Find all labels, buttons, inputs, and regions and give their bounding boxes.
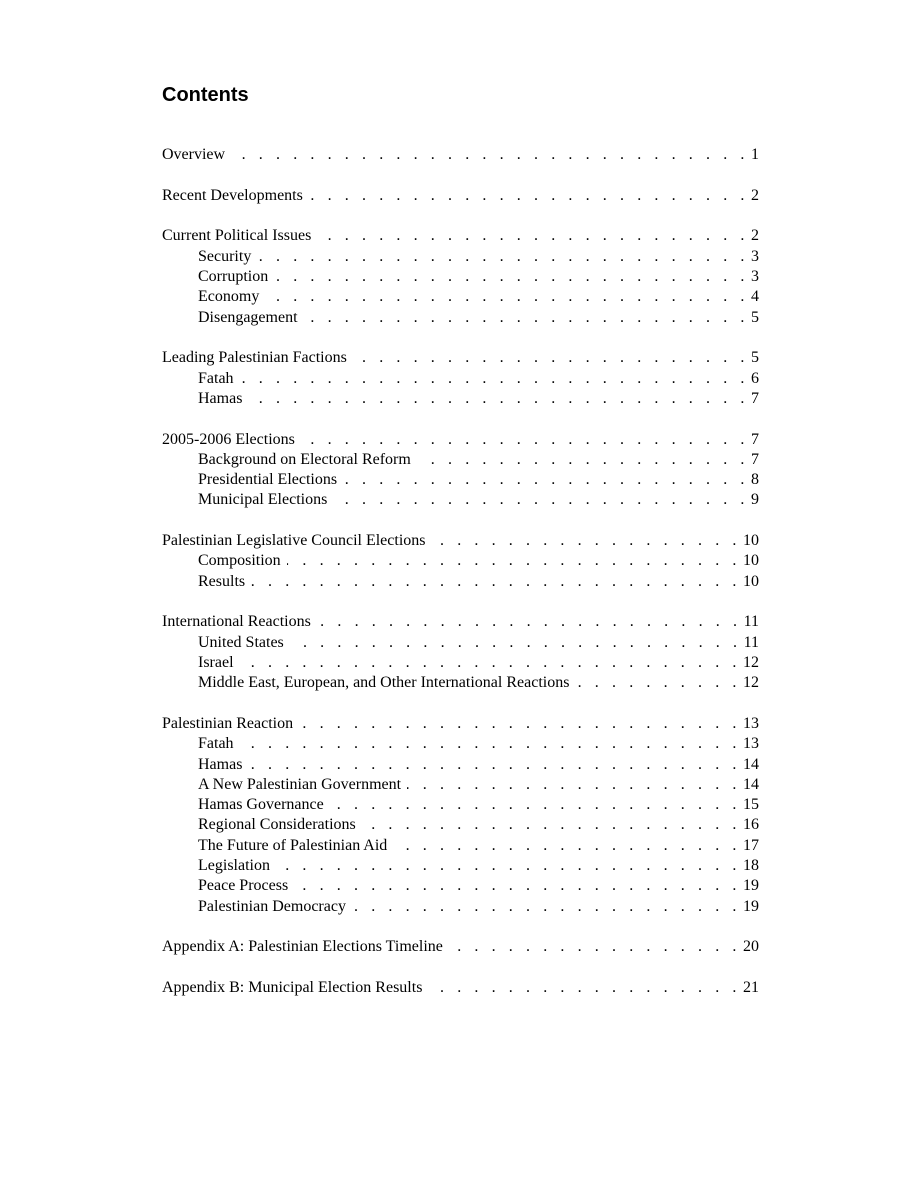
toc-entry-label: Palestinian Reaction — [162, 714, 294, 732]
toc-subentry[interactable] — [162, 856, 759, 876]
toc-page-number: 3 — [751, 247, 759, 265]
toc-page-number: 14 — [743, 775, 759, 793]
dot-leader — [257, 247, 749, 267]
toc-page-number: 11 — [743, 633, 759, 651]
toc-page-number: 7 — [751, 389, 759, 407]
toc-subentry[interactable] — [162, 755, 759, 775]
toc-page-number: 10 — [743, 572, 759, 590]
toc-subentry[interactable] — [162, 450, 759, 470]
toc-section — [162, 612, 759, 693]
toc-entry-label: Fatah — [198, 369, 234, 387]
toc-page-number: 2 — [751, 186, 759, 204]
toc-page-number: 2 — [751, 227, 759, 245]
dot-leader — [287, 551, 741, 571]
toc-subentry[interactable] — [162, 653, 759, 673]
toc-entry-label: Middle East, European, and Other International Reactions — [198, 674, 570, 692]
toc-page-number: 20 — [743, 938, 759, 956]
dot-leader — [240, 653, 741, 673]
toc-entry[interactable] — [162, 226, 759, 246]
toc-entry[interactable] — [162, 145, 759, 165]
dot-leader — [352, 897, 741, 917]
toc-page-number: 14 — [743, 755, 759, 773]
toc-entry-label: Composition — [198, 552, 281, 570]
toc-entry-label: Recent Developments — [162, 186, 303, 204]
dot-leader — [362, 815, 741, 835]
dot-leader — [265, 287, 749, 307]
toc-page-number: 6 — [751, 369, 759, 387]
toc-page-number: 19 — [743, 877, 759, 895]
toc-page-number: 13 — [743, 714, 759, 732]
toc-page-number: 12 — [743, 653, 759, 671]
toc-page-number: 19 — [743, 897, 759, 915]
toc-section — [162, 937, 759, 957]
toc-page-number: 5 — [751, 349, 759, 367]
toc-page-number: 7 — [751, 430, 759, 448]
toc-entry-label: Overview — [162, 146, 226, 163]
dot-leader — [407, 775, 741, 795]
toc-subentry[interactable] — [162, 775, 759, 795]
dot-leader — [428, 978, 741, 998]
toc-page-number: 1 — [751, 146, 759, 163]
dot-leader — [294, 876, 741, 896]
dot-leader — [290, 633, 742, 653]
dot-leader — [299, 714, 741, 734]
toc-subentry[interactable] — [162, 470, 759, 490]
toc-entry-label: Hamas Governance — [198, 796, 324, 814]
toc-entry[interactable] — [162, 978, 759, 998]
toc-entry-label: Fatah — [198, 735, 234, 753]
dot-leader — [343, 470, 749, 490]
table-of-contents — [162, 145, 759, 1019]
toc-entry-label: Peace Process — [198, 877, 289, 895]
toc-entry-label: Current Political Issues — [162, 227, 312, 245]
toc-page-number: 17 — [743, 836, 759, 854]
toc-section — [162, 531, 759, 592]
dot-leader — [301, 430, 749, 450]
dot-leader — [274, 267, 749, 287]
toc-subentry[interactable] — [162, 572, 759, 592]
toc-entry[interactable] — [162, 612, 759, 632]
dot-leader — [240, 369, 749, 389]
dot-leader — [240, 734, 741, 754]
toc-subentry[interactable] — [162, 633, 759, 653]
toc-subentry[interactable] — [162, 734, 759, 754]
dot-leader — [432, 531, 742, 551]
toc-entry-label: Corruption — [198, 267, 269, 285]
dot-leader — [449, 937, 741, 957]
toc-entry-label: Municipal Elections — [198, 491, 328, 509]
toc-entry-label: Appendix B: Municipal Election Results — [162, 979, 423, 997]
toc-entry[interactable] — [162, 430, 759, 450]
dot-leader — [317, 612, 742, 632]
toc-section — [162, 978, 759, 998]
toc-subentry[interactable] — [162, 876, 759, 896]
toc-entry[interactable] — [162, 348, 759, 368]
toc-entry-label: Hamas — [198, 389, 243, 407]
toc-entry-label: Regional Considerations — [198, 816, 356, 834]
toc-page-number: 7 — [751, 450, 759, 468]
toc-page-number: 10 — [743, 552, 759, 570]
page-title: Contents — [162, 84, 249, 106]
toc-section — [162, 226, 759, 327]
dot-leader — [248, 389, 749, 409]
toc-page-number: 10 — [743, 532, 759, 550]
dot-leader — [231, 145, 749, 165]
toc-section — [162, 430, 759, 511]
toc-entry[interactable] — [162, 531, 759, 551]
toc-subentry[interactable] — [162, 369, 759, 389]
toc-entry-label: Disengagement — [198, 308, 298, 326]
toc-page-number: 11 — [743, 613, 759, 631]
dot-leader — [309, 186, 749, 206]
toc-subentry[interactable] — [162, 389, 759, 409]
toc-subentry[interactable] — [162, 897, 759, 917]
toc-entry-label: 2005-2006 Elections — [162, 430, 295, 448]
dot-leader — [575, 673, 741, 693]
toc-page-number: 13 — [743, 735, 759, 753]
toc-subentry[interactable] — [162, 836, 759, 856]
toc-entry-label: Economy — [198, 288, 260, 306]
toc-subentry[interactable] — [162, 551, 759, 571]
dot-leader — [317, 226, 749, 246]
toc-entry-label: Appendix A: Palestinian Elections Timeline — [162, 938, 443, 956]
toc-entry-label: Israel — [198, 653, 234, 671]
toc-entry-label: Palestinian Democracy — [198, 897, 346, 915]
toc-subentry[interactable] — [162, 673, 759, 693]
dot-leader — [251, 572, 741, 592]
toc-entry-label: Security — [198, 247, 252, 265]
toc-page-number: 3 — [751, 267, 759, 285]
toc-section — [162, 145, 759, 165]
dot-leader — [248, 755, 741, 775]
toc-page-number: 16 — [743, 816, 759, 834]
toc-page-number: 18 — [743, 857, 759, 875]
toc-subentry[interactable] — [162, 287, 759, 307]
toc-page-number: 4 — [751, 288, 759, 306]
toc-page-number: 15 — [743, 796, 759, 814]
toc-entry[interactable] — [162, 186, 759, 206]
toc-entry-label: United States — [198, 633, 284, 651]
dot-leader — [393, 836, 741, 856]
toc-section — [162, 348, 759, 409]
toc-entry-label: Hamas — [198, 755, 243, 773]
dot-leader — [330, 795, 741, 815]
toc-entry-label: A New Palestinian Government — [198, 775, 402, 793]
toc-subentry[interactable] — [162, 490, 759, 510]
dot-leader — [304, 308, 749, 328]
toc-entry-label: Results — [198, 572, 246, 590]
dot-leader — [353, 348, 749, 368]
dot-leader — [276, 856, 741, 876]
toc-entry[interactable] — [162, 937, 759, 957]
toc-page-number: 5 — [751, 308, 759, 326]
toc-entry-label: Palestinian Legislative Council Elections — [162, 532, 426, 550]
toc-page-number: 12 — [743, 674, 759, 692]
toc-section — [162, 186, 759, 206]
toc-entry-label: Leading Palestinian Factions — [162, 349, 347, 367]
toc-page-number: 9 — [751, 491, 759, 509]
toc-entry[interactable] — [162, 714, 759, 734]
toc-entry-label: International Reactions — [162, 613, 311, 631]
toc-entry-label: Background on Electoral Reform — [198, 450, 411, 468]
toc-subentry[interactable] — [162, 815, 759, 835]
toc-subentry[interactable] — [162, 795, 759, 815]
dot-leader — [333, 490, 749, 510]
dot-leader — [417, 450, 749, 470]
toc-page-number: 21 — [743, 979, 759, 997]
toc-entry-label: The Future of Palestinian Aid — [198, 836, 388, 854]
toc-subentry[interactable] — [162, 308, 759, 328]
toc-entry-label: Presidential Elections — [198, 471, 338, 489]
toc-section — [162, 714, 759, 917]
toc-page-number: 8 — [751, 471, 759, 489]
toc-subentry[interactable] — [162, 267, 759, 287]
toc-entry-label: Legislation — [198, 857, 270, 875]
toc-subentry[interactable] — [162, 247, 759, 267]
